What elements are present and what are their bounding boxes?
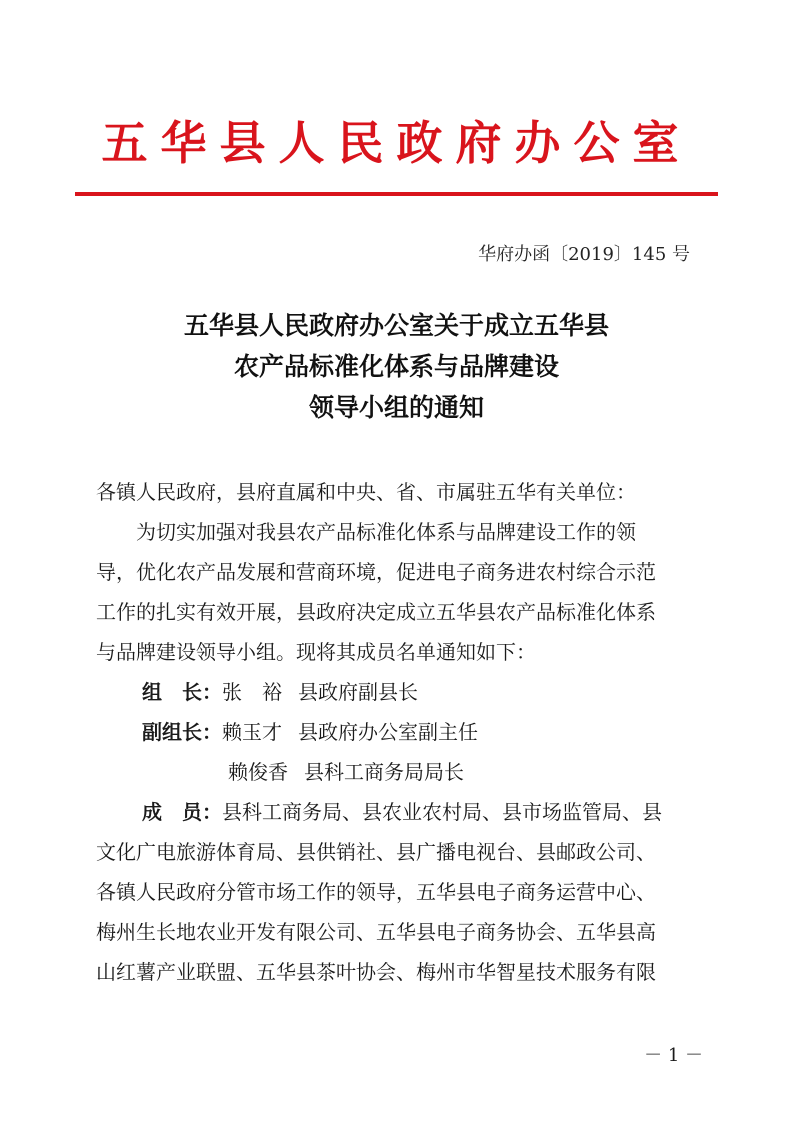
- deputy-label: 副组长：: [142, 720, 222, 744]
- member-label: 成 员：: [142, 800, 222, 824]
- issuing-authority-header: 五华县人民政府办公室: [101, 116, 692, 170]
- addressee-line: 各镇人民政府，县府直属和中央、省、市属驻五华有关单位：: [96, 480, 636, 504]
- document-number: 华府办函〔2019〕145 号: [478, 244, 690, 265]
- deputy2-name: 赖俊香: [228, 760, 288, 784]
- member-line-4: 梅州生长地农业开发有限公司、五华县电子商务协会、五华县高: [96, 920, 656, 944]
- leader-row: [142, 672, 418, 712]
- member-line-2: 文化广电旅游体育局、县供销社、县广播电视台、县邮政公司、: [96, 840, 656, 864]
- page-number: － 1 －: [644, 1045, 703, 1066]
- body-line-4: 与品牌建设领导小组。现将其成员名单通知如下：: [96, 640, 536, 664]
- title-line-1: 五华县人民政府办公室关于成立五华县: [183, 311, 609, 340]
- leader-label: 组 长：: [142, 680, 222, 704]
- title-line-3: 领导小组的通知: [308, 393, 484, 422]
- member-line-3: 各镇人民政府分管市场工作的领导，五华县电子商务运营中心、: [96, 880, 656, 904]
- document-title: [60, 305, 733, 428]
- body-line-2: 导，优化农产品发展和营商环境，促进电子商务进农村综合示范: [96, 560, 656, 584]
- red-header-rule: [75, 192, 718, 196]
- title-line-2: 农产品标准化体系与品牌建设: [233, 352, 559, 381]
- deputy2-title: 县科工商务局局长: [304, 760, 464, 784]
- member-line-5: 山红薯产业联盟、五华县茶叶协会、梅州市华智星技术服务有限: [96, 960, 656, 984]
- leader-title: 县政府副县长: [298, 680, 418, 704]
- deputy-row-2: [228, 752, 464, 792]
- member-row-1: [142, 792, 662, 832]
- deputy-row-1: [142, 712, 478, 752]
- member-line-1: 县科工商务局、县农业农村局、县市场监管局、县: [222, 800, 662, 824]
- body-line-3: 工作的扎实有效开展，县政府决定成立五华县农产品标准化体系: [96, 600, 656, 624]
- body-line-1: 为切实加强对我县农产品标准化体系与品牌建设工作的领: [136, 520, 636, 544]
- deputy1-name: 赖玉才: [222, 720, 282, 744]
- leader-name: 张 裕: [222, 680, 282, 704]
- deputy1-title: 县政府办公室副主任: [298, 720, 478, 744]
